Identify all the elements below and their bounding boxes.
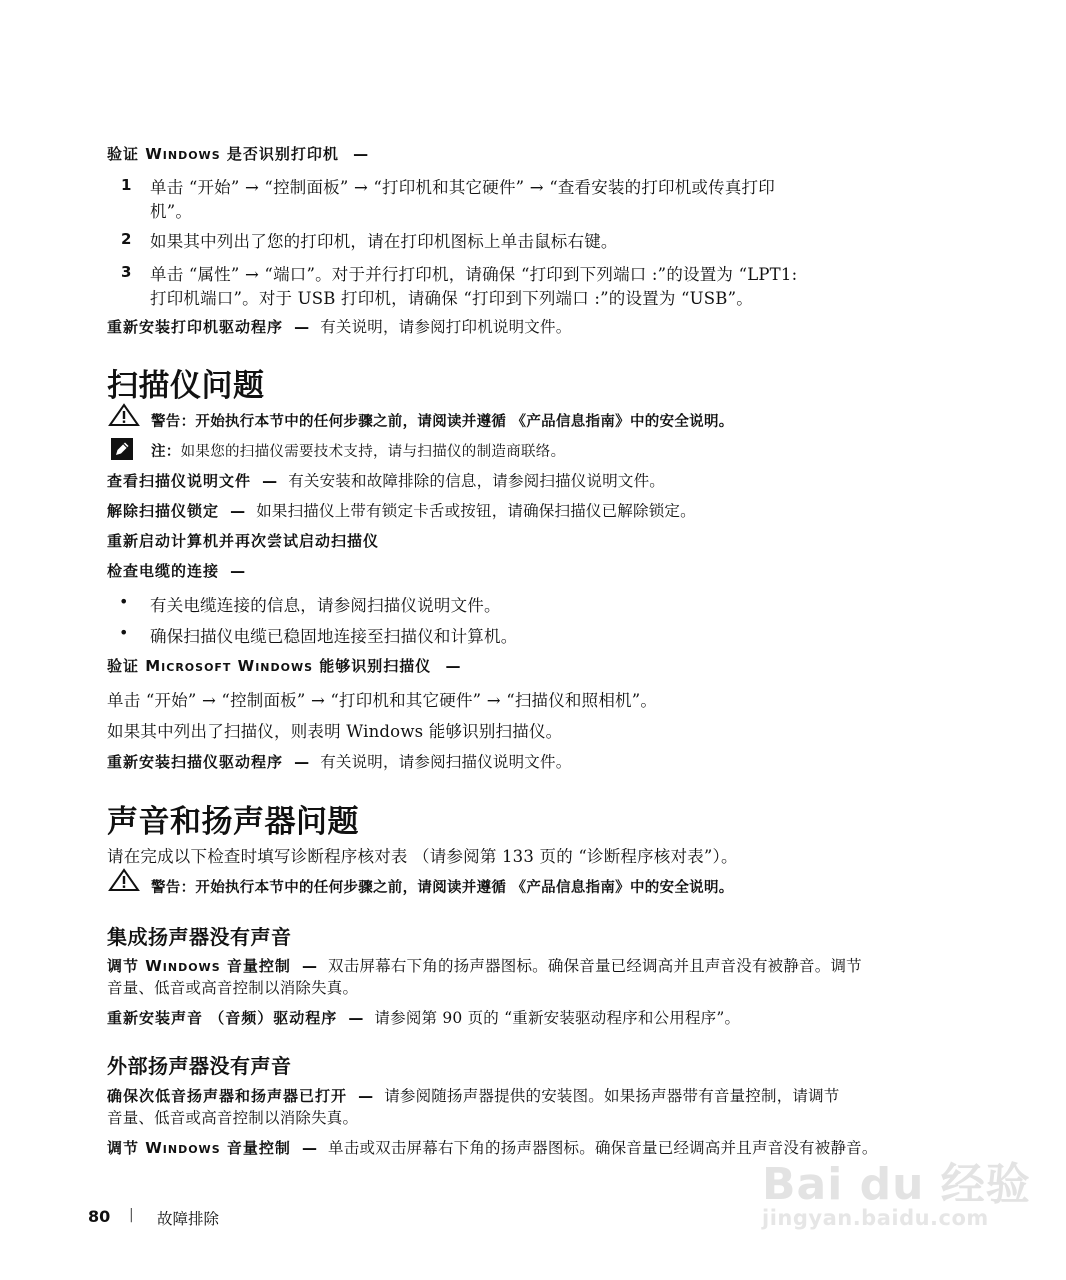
heading-text: 音量控制 bbox=[220, 957, 291, 975]
heading-text: Windows bbox=[145, 957, 221, 975]
footer-separator: | bbox=[129, 1207, 134, 1223]
heading-text: 验证 bbox=[107, 145, 146, 163]
scanner-restart-heading: 重新启动计算机并再次尝试启动扫描仪 bbox=[107, 532, 380, 550]
section-text: 单击或双击屏幕右下角的扬声器图标。确保音量已经调高并且声音没有被静音。 bbox=[328, 1139, 878, 1157]
heading-text: Windows bbox=[145, 145, 221, 163]
page-number: 80 bbox=[88, 1207, 111, 1226]
heading-text: 调节 bbox=[107, 1139, 146, 1157]
em-dash: — bbox=[445, 657, 462, 675]
step-number: 1 bbox=[121, 176, 132, 194]
scanner-verify-line2: 如果其中列出了扫描仪，则表明 Windows 能够识别扫描仪。 bbox=[107, 722, 563, 741]
section-text: 有关说明，请参阅打印机说明文件。 bbox=[320, 318, 572, 336]
scanner-check-docs-row bbox=[107, 469, 665, 491]
em-dash: — bbox=[348, 1009, 364, 1027]
bullet-dot: • bbox=[119, 592, 129, 611]
integrated-reinstall-row bbox=[107, 1006, 740, 1028]
section-heading: 查看扫描仪说明文件 bbox=[107, 472, 252, 490]
scanner-verify-line1: 单击 “开始” → “控制面板” → “打印机和其它硬件” → “扫描仪和照相机”。 bbox=[107, 691, 658, 710]
heading-text: 验证 bbox=[107, 657, 146, 675]
heading-text: Microsoft Windows bbox=[145, 657, 314, 675]
bullet-dot: • bbox=[119, 623, 129, 642]
section-text: 有关说明，请参阅扫描仪说明文件。 bbox=[320, 753, 572, 771]
heading-text: 音量控制 bbox=[220, 1139, 291, 1157]
em-dash: — bbox=[358, 1087, 374, 1105]
external-speaker-title: 外部扬声器没有声音 bbox=[107, 1054, 292, 1078]
step-text: 打印机端口”。对于 USB 打印机，请确保 “打印到下列端口 :”的设置为 “USB”。 bbox=[150, 289, 753, 308]
section-heading: 确保次低音扬声器和扬声器已打开 bbox=[107, 1087, 348, 1105]
em-dash: — bbox=[262, 472, 278, 490]
section-text: 音量、低音或高音控制以消除失真。 bbox=[107, 1109, 359, 1127]
em-dash: — bbox=[230, 502, 246, 520]
sound-title: 声音和扬声器问题 bbox=[107, 804, 359, 840]
section-heading: 重新安装扫描仪驱动程序 bbox=[107, 753, 284, 771]
section-heading: 重新安装声音 （音频）驱动程序 bbox=[107, 1009, 338, 1027]
section-text: 有关安装和故障排除的信息，请参阅扫描仪说明文件。 bbox=[288, 472, 666, 490]
em-dash: — bbox=[353, 145, 370, 163]
bullet-text: 确保扫描仪电缆已稳固地连接至扫描仪和计算机。 bbox=[150, 627, 518, 646]
section-text: 音量、低音或高音控制以消除失真。 bbox=[107, 979, 359, 997]
scanner-title: 扫描仪问题 bbox=[107, 368, 265, 404]
scanner-cable-row bbox=[107, 560, 251, 581]
heading-text: 调节 bbox=[107, 957, 146, 975]
em-dash: — bbox=[294, 753, 310, 771]
baidu-watermark-logo: Bai du 经验 bbox=[762, 1159, 1031, 1210]
note-pencil-icon bbox=[110, 437, 134, 465]
bullet-text: 有关电缆连接的信息，请参阅扫描仪说明文件。 bbox=[150, 596, 501, 615]
step-number: 2 bbox=[121, 230, 132, 248]
scanner-reinstall-row bbox=[107, 750, 571, 772]
sound-warning: 警告：开始执行本节中的任何步骤之前，请阅读并遵循 《产品信息指南》中的安全说明。 bbox=[151, 880, 734, 896]
section-text: 请参阅第 90 页的 “重新安装驱动程序和公用程序”。 bbox=[374, 1009, 741, 1027]
warning-triangle-icon bbox=[108, 403, 140, 431]
sound-intro: 请在完成以下检查时填写诊断程序核对表 （请参阅第 133 页的 “诊断程序核对表”）。 bbox=[107, 847, 738, 866]
integrated-speaker-title: 集成扬声器没有声音 bbox=[107, 925, 292, 949]
em-dash: — bbox=[301, 957, 317, 975]
printer-verify-heading bbox=[107, 143, 369, 164]
step-text: 如果其中列出了您的打印机，请在打印机图标上单击鼠标右键。 bbox=[150, 232, 618, 251]
section-heading bbox=[107, 1139, 291, 1157]
step-text: 机”。 bbox=[150, 202, 193, 221]
em-dash: — bbox=[230, 562, 246, 580]
em-dash: — bbox=[301, 1139, 317, 1157]
section-heading bbox=[107, 957, 291, 975]
footer-section: 故障排除 bbox=[157, 1210, 220, 1228]
step-text: 单击 “属性” → “端口”。对于并行打印机，请确保 “打印到下列端口 :”的设置为 “LPT1: bbox=[150, 265, 798, 284]
section-heading: 解除扫描仪锁定 bbox=[107, 502, 220, 520]
heading-text: 是否识别打印机 bbox=[220, 145, 339, 163]
scanner-warning: 警告：开始执行本节中的任何步骤之前，请阅读并遵循 《产品信息指南》中的安全说明。 bbox=[151, 414, 734, 430]
baidu-watermark-url: jingyan.baidu.com bbox=[762, 1206, 989, 1230]
section-text: 双击屏幕右下角的扬声器图标。确保音量已经调高并且声音没有被静音。调节 bbox=[328, 957, 862, 975]
printer-reinstall-row bbox=[107, 315, 571, 337]
external-power-row bbox=[107, 1084, 840, 1106]
section-text: 请参阅随扬声器提供的安装图。如果扬声器带有音量控制，请调节 bbox=[384, 1087, 840, 1105]
scanner-unlock-row bbox=[107, 499, 696, 521]
note-label: 注： bbox=[151, 444, 181, 460]
scanner-verify-heading bbox=[107, 655, 462, 676]
scanner-note bbox=[151, 440, 565, 461]
heading-text: Windows bbox=[145, 1139, 221, 1157]
em-dash: — bbox=[294, 318, 310, 336]
section-heading: 重新安装打印机驱动程序 bbox=[107, 318, 284, 336]
integrated-volume-row bbox=[107, 954, 862, 976]
section-heading: 检查电缆的连接 bbox=[107, 562, 220, 580]
step-number: 3 bbox=[121, 263, 132, 281]
warning-triangle-icon bbox=[108, 868, 140, 896]
step-text: 单击 “开始” → “控制面板” → “打印机和其它硬件” → “查看安装的打印机或传真打印 bbox=[150, 178, 775, 197]
note-text: 如果您的扫描仪需要技术支持，请与扫描仪的制造商联络。 bbox=[180, 444, 566, 460]
heading-text: 能够识别扫描仪 bbox=[313, 657, 432, 675]
section-text: 如果扫描仪上带有锁定卡舌或按钮，请确保扫描仪已解除锁定。 bbox=[256, 502, 696, 520]
